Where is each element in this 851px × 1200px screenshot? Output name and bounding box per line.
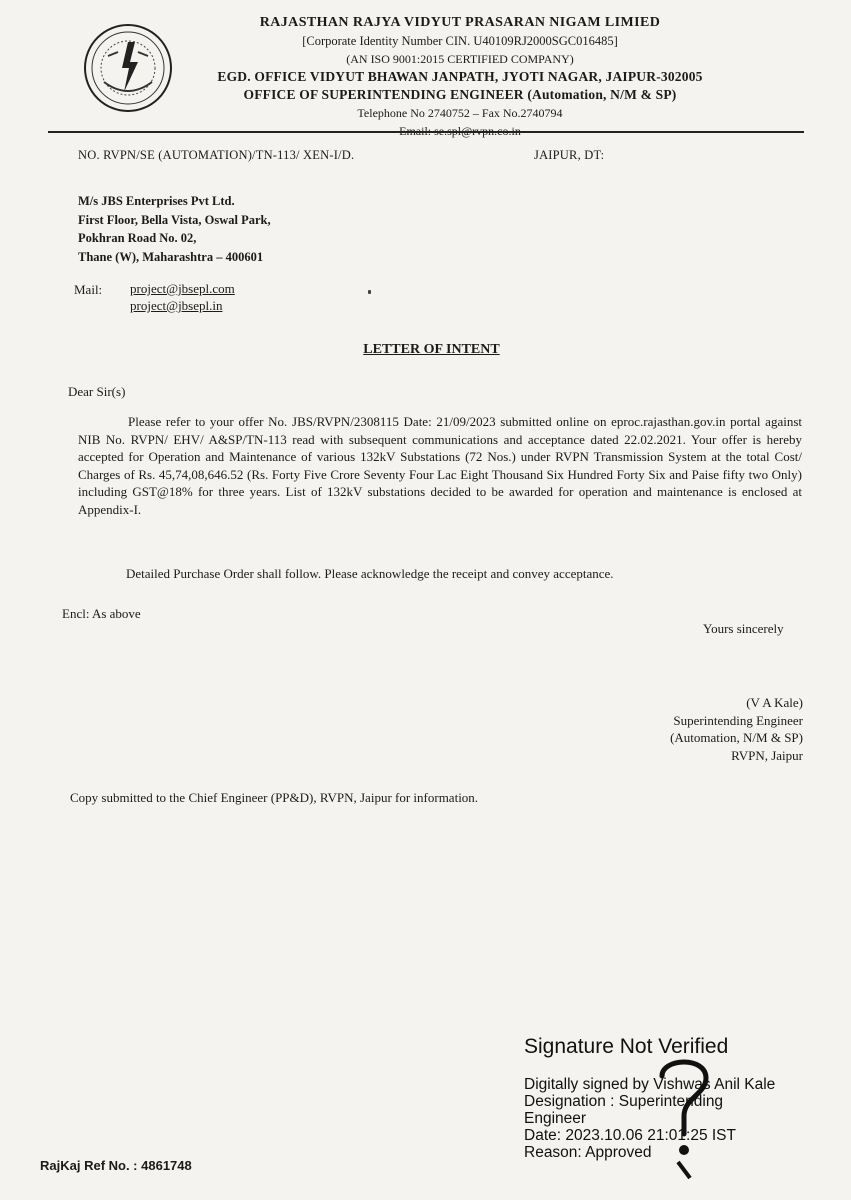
org-name: RAJASTHAN RAJYA VIDYUT PRASARAN NIGAM LIMIED <box>259 15 661 30</box>
place-date: JAIPUR, DT: <box>534 148 605 162</box>
office-email: Email: se.spl@rvpn.co.in <box>399 124 521 138</box>
signer-designation: Designation : Superintending <box>524 1093 724 1110</box>
salutation: Dear Sir(s) <box>68 384 126 399</box>
signatory-block <box>670 694 803 764</box>
signatory-designation: Superintending Engineer <box>673 712 803 728</box>
copy-to-note: Copy submitted to the Chief Engineer (PP&D), RVPN, Jaipur for information. <box>70 790 479 805</box>
mail-addresses <box>130 280 235 314</box>
reference-number: NO. RVPN/SE (AUTOMATION)/TN-113/ XEN-I/D. <box>78 148 355 162</box>
addressee-line: M/s JBS Enterprises Pvt Ltd. <box>78 194 235 208</box>
addressee-line: Pokhran Road No. 02, <box>78 231 197 245</box>
addressee-line: Thane (W), Maharashtra – 400601 <box>78 249 264 264</box>
mail-address[interactable]: project@jbsepl.com <box>130 281 235 296</box>
signer-designation-cont: Engineer <box>524 1110 587 1127</box>
cin-number: [Corporate Identity Number CIN. U40109RJ2000SGC016485] <box>302 34 618 48</box>
registered-office: EGD. OFFICE VIDYUT BHAWAN JANPATH, JYOTI NAGAR, JAIPUR-302005 <box>217 69 703 84</box>
telephone-fax: Telephone No 2740752 – Fax No.2740794 <box>357 106 563 120</box>
unverified-question-mark-icon <box>648 1050 720 1180</box>
office-name: OFFICE OF SUPERINTENDING ENGINEER (Automation, N/M & SP) <box>243 87 677 102</box>
signature-date: Date: 2023.10.06 21:01:25 IST <box>524 1127 736 1144</box>
letterhead <box>180 14 740 140</box>
body-paragraph: Please refer to your offer No. JBS/RVPN/2308115 Date: 21/09/2023 submitted online on eproc.rajasthan.gov.in portal against NIB No. RVPN/ EHV/ A&SP/TN-113 read with subsequent communications and acceptance dated 22.02.2021. Your offer is hereby accepted for Operation and Maintenance of various 132kV Substations (72 Nos.) under RVPN Transmission System at the total Cost/ Charges of Rs. 45,74,08,646.52 (Rs. Forty Five Crore Seventy Four Lac Eight Thousand Six Hundred Forty Six and Paise fifty two Only) including GST@18% for three years. List of 132kV substations decided to be awarded for operation and maintenance is enclosed at Appendix-I. <box>78 414 802 517</box>
enclosure-note: Encl: As above <box>62 606 141 621</box>
mail-label: Mail: <box>74 282 103 297</box>
signature-reason: Reason: Approved <box>524 1144 652 1161</box>
addressee-line: First Floor, Bella Vista, Oswal Park, <box>78 212 271 227</box>
mail-address[interactable]: project@jbsepl.in <box>130 298 223 313</box>
letterhead-divider <box>48 131 804 133</box>
signature-status: Signature Not Verified <box>524 1035 729 1058</box>
signatory-name: (V A Kale) <box>746 695 803 710</box>
signatory-office: RVPN, Jaipur <box>731 747 803 763</box>
purchase-order-note: Detailed Purchase Order shall follow. Please acknowledge the receipt and convey acceptance. <box>126 566 614 581</box>
subject-heading <box>0 342 851 358</box>
signed-by: Digitally signed by Vishwas Anil Kale <box>524 1076 776 1093</box>
addressee-block <box>78 192 271 266</box>
rajkaj-reference: RajKaj Ref No. : 4861748 <box>40 1158 192 1173</box>
iso-certification: (AN ISO 9001:2015 CERTIFIED COMPANY) <box>346 52 574 66</box>
signatory-department: (Automation, N/M & SP) <box>670 730 803 745</box>
rvpn-emblem-icon <box>82 22 174 114</box>
ink-speck <box>368 290 371 294</box>
closing: Yours sincerely <box>703 621 784 636</box>
subject-text: LETTER OF INTENT <box>363 342 500 357</box>
